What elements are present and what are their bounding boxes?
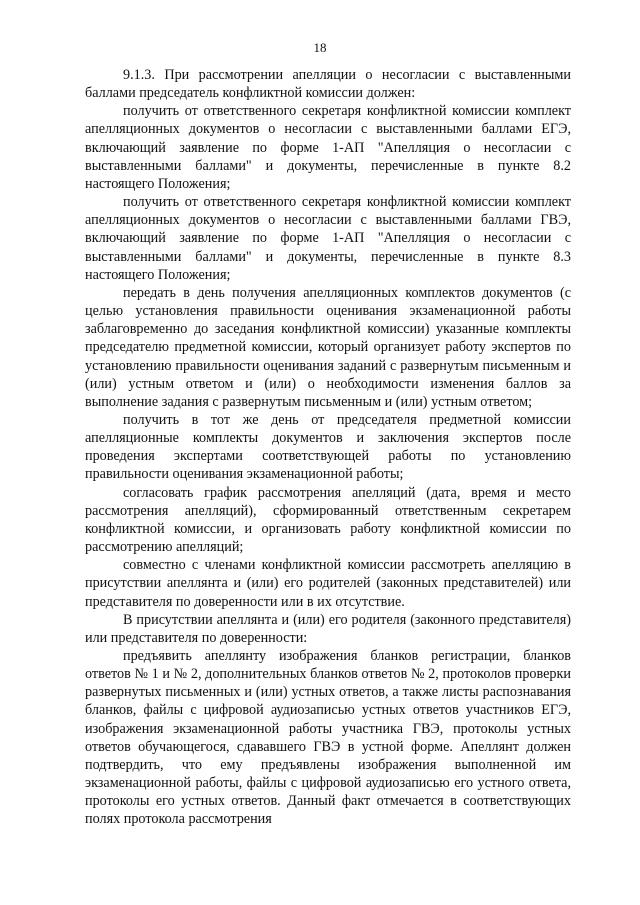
- page-number: 18: [313, 40, 327, 55]
- paragraph-receive-expert-conclusions: получить в тот же день от председателя предметной комиссии апелляционные комплекты документов и заключения экспертов после проведения экспертами соответствующей работы по установлению правильности оценивания экзаменационной работы;: [85, 411, 571, 483]
- paragraph-present-images: предъявить апеллянту изображения бланков регистрации, бланков ответов № 1 и № 2, дополнительных бланков ответов № 2, протоколов проверки развернутых письменных и (или) устных ответов, а также листы распознавания бланков, файлы с цифровой аудиозаписью устных ответов участников ЕГЭ, изображения экзаменационной работы участника ГВЭ, протоколы устных ответов обучающегося, сдававшего ГВЭ в устной форме. Апеллянт должен подтвердить, что ему предъявлены изображения выполненной им экзаменационной работы, файлы с цифровой аудиозаписью его устного ответа, протоколы его устных ответов. Данный факт отмечается в соответствующих полях протокола рассмотрения: [85, 648, 571, 828]
- paragraph-receive-ege-docs: получить от ответственного секретаря конфликтной комиссии комплект апелляционных документов о несогласии с выставленными баллами ЕГЭ, включающий заявление по форме 1-АП "Апелляция о несогласии с выставленными баллами" и документы, перечисленные в пункте 8.2 настоящего Положения;: [85, 103, 571, 192]
- paragraph-in-presence: В присутствии апеллянта и (или) его родителя (законного представителя) или представителя по доверенности:: [85, 611, 571, 646]
- document-body: [85, 66, 571, 829]
- paragraph-review-appeal: совместно с членами конфликтной комиссии рассмотреть апелляцию в присутствии апеллянта и (или) его родителей (законных представителей) или представителя по доверенности или в их отсутствие.: [85, 557, 571, 610]
- paragraph-agree-schedule: согласовать график рассмотрения апелляций (дата, время и место рассмотрения апелляций), сформированный ответственным секретарем конфликтной комиссии, и организовать работу конфликтной комиссии по рассмотрению апелляций;: [85, 484, 571, 556]
- paragraph-receive-gve-docs: получить от ответственного секретаря конфликтной комиссии комплект апелляционных документов о несогласии с выставленными баллами ГВЭ, включающий заявление по форме 1-АП "Апелляция о несогласии с выставленными баллами" и документы, перечисленные в пункте 8.3 настоящего Положения;: [85, 194, 571, 283]
- paragraph-transfer-to-subject-commission: передать в день получения апелляционных комплектов документов (с целью установления правильности оценивания экзаменационной работы заблаговременно до заседания конфликтной комиссии) указанные комплекты председателю предметной комиссии, который организует работу экспертов по установлению правильности оценивания заданий с развернутым письменным и (или) устным ответом и (или) о необходимости изменения баллов за выполнение задания с развернутым письменным и (или) устным ответом;: [85, 284, 571, 410]
- paragraph-9-1-3: 9.1.3. При рассмотрении апелляции о несогласии с выставленными баллами председатель конфликтной комиссии должен:: [85, 67, 571, 102]
